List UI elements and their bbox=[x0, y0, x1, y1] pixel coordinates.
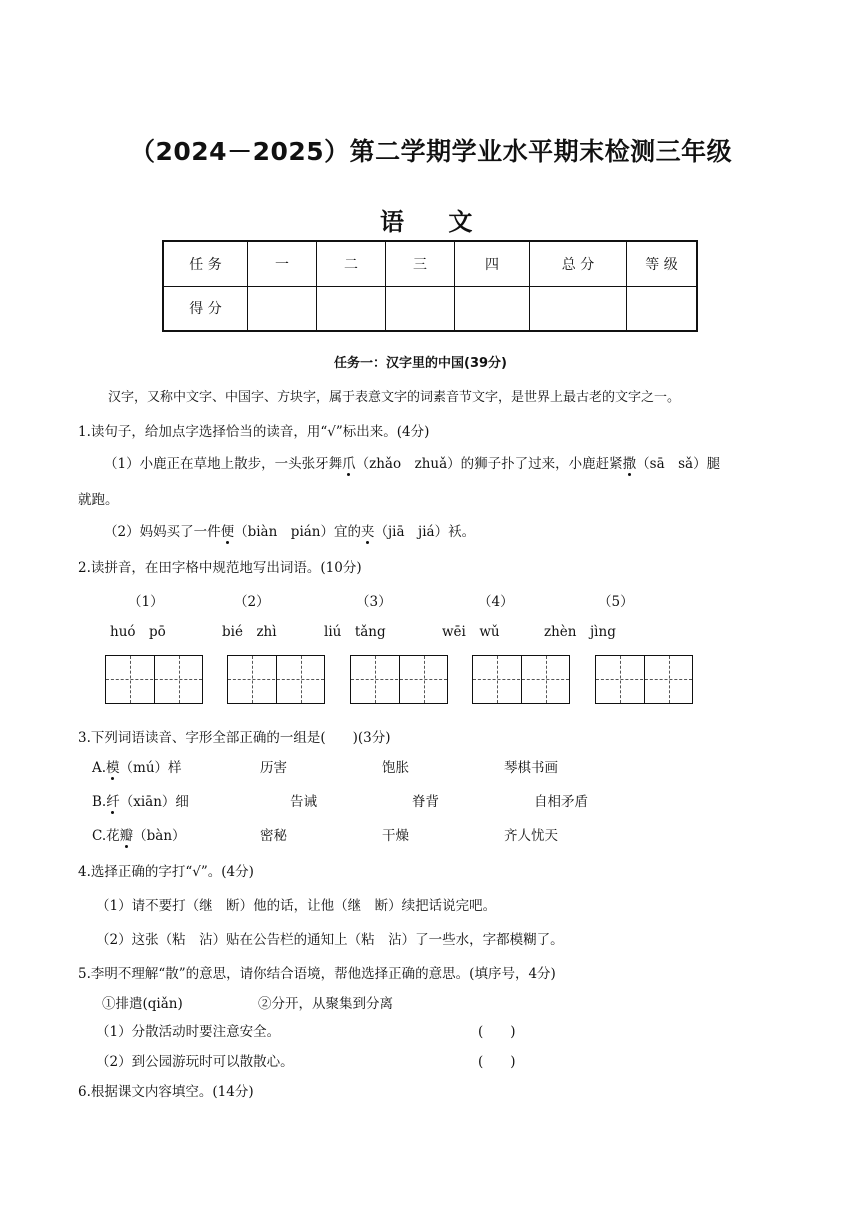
q2-item-pinyin: bié zhì bbox=[222, 624, 277, 640]
q5-answer-blank[interactable]: ( ) bbox=[478, 1054, 516, 1070]
q3-word: 脊背 bbox=[412, 794, 439, 810]
dotted-char: 模 bbox=[106, 756, 120, 776]
q6-stem: 6.根据课文内容填空。(14分) bbox=[78, 1084, 254, 1100]
q3-word: 告诫 bbox=[290, 794, 317, 810]
q2-item-pinyin: zhèn jìng bbox=[544, 624, 616, 640]
option-label: C.花 bbox=[92, 828, 120, 844]
q2-item-number: （5） bbox=[598, 594, 634, 610]
score-cell[interactable] bbox=[530, 286, 627, 331]
score-header-cell: 等 级 bbox=[627, 241, 698, 286]
q2-item-pinyin: huó pō bbox=[110, 624, 166, 640]
q2-item-pinyin: wēi wǔ bbox=[442, 624, 500, 640]
q4-sentence1: （1）请不要打（继 断）他的话，让他（继 断）续把话说完吧。 bbox=[96, 898, 497, 914]
tianzige-writing-grid[interactable] bbox=[472, 655, 570, 704]
q1-s2-part-c: （jiā jiá）袄。 bbox=[374, 524, 476, 540]
q1-s1-part-c: （sā sǎ）腿 bbox=[636, 456, 721, 472]
q1-sentence1 bbox=[104, 452, 720, 472]
score-row-label: 得 分 bbox=[163, 286, 248, 331]
q3-option-b[interactable] bbox=[92, 790, 189, 810]
q4-sentence2: （2）这张（粘 沾）贴在公告栏的通知上（粘 沾）了一些水，字都模糊了。 bbox=[96, 932, 564, 948]
q2-item-number: （2） bbox=[234, 594, 270, 610]
q3-word: 历害 bbox=[260, 760, 287, 776]
q2-item-number: （3） bbox=[356, 594, 392, 610]
q5-answer-blank[interactable]: ( ) bbox=[478, 1024, 516, 1040]
q5-option1: ①排遣(qiǎn) bbox=[102, 996, 183, 1012]
score-table bbox=[162, 240, 698, 332]
q3-stem: 3.下列词语读音、字形全部正确的一组是( )(3分) bbox=[78, 730, 391, 746]
q5-stem: 5.李明不理解“散”的意思，请你结合语境，帮他选择正确的意思。(填序号，4分) bbox=[78, 966, 556, 982]
option-label: B. bbox=[92, 794, 107, 810]
dotted-char: 纤 bbox=[106, 790, 120, 810]
q5-option2: ②分开，从聚集到分离 bbox=[258, 996, 393, 1012]
score-header-cell: 总 分 bbox=[530, 241, 627, 286]
q2-stem: 2.读拼音，在田字格中规范地写出词语。(10分) bbox=[78, 560, 362, 576]
q3-word: 饱胀 bbox=[382, 760, 409, 776]
score-header-cell: 三 bbox=[386, 241, 455, 286]
score-table-header-row bbox=[163, 241, 697, 286]
q1-sentence1-cont: 就跑。 bbox=[78, 492, 119, 508]
task1-heading: 任务一：汉字里的中国(39分) bbox=[334, 356, 507, 371]
dotted-char: 夹 bbox=[361, 520, 375, 540]
q1-stem: 1.读句子，给加点字选择恰当的读音，用“√”标出来。(4分) bbox=[78, 424, 430, 440]
q3-word: 琴棋书画 bbox=[504, 760, 558, 776]
q2-item-number: （1） bbox=[128, 594, 164, 610]
q3-option-a[interactable] bbox=[92, 756, 182, 776]
dotted-char: 爪 bbox=[342, 452, 356, 472]
task1-intro: 汉字，又称中文字、中国字、方块字，属于表意文字的词素音节文字，是世界上最古老的文字之一。 bbox=[108, 390, 681, 405]
q1-s1-part-a: （1）小鹿正在草地上散步，一头张牙舞 bbox=[104, 456, 343, 472]
q1-s2-part-a: （2）妈妈买了一件 bbox=[104, 524, 221, 540]
q5-sentence2: （2）到公园游玩时可以散散心。 bbox=[96, 1054, 294, 1070]
q5-sentence1: （1）分散活动时要注意安全。 bbox=[96, 1024, 281, 1040]
score-header-cell: 四 bbox=[455, 241, 530, 286]
subject-title: 语 文 bbox=[380, 208, 473, 236]
q4-stem: 4.选择正确的字打“√”。(4分) bbox=[78, 864, 254, 880]
exam-title: （2024－2025）第二学期学业水平期末检测三年级 bbox=[130, 137, 733, 166]
option-text: （xiān）细 bbox=[119, 794, 189, 810]
q3-word: 干燥 bbox=[382, 828, 409, 844]
tianzige-writing-grid[interactable] bbox=[227, 655, 325, 704]
q3-word: 齐人忧天 bbox=[504, 828, 558, 844]
tianzige-writing-grid[interactable] bbox=[105, 655, 203, 704]
q3-word: 密秘 bbox=[260, 828, 287, 844]
q3-option-c[interactable] bbox=[92, 824, 186, 844]
score-cell[interactable] bbox=[627, 286, 698, 331]
tianzige-writing-grid[interactable] bbox=[350, 655, 448, 704]
option-label: A. bbox=[92, 760, 107, 776]
score-header-cell: 二 bbox=[317, 241, 386, 286]
q3-word: 自相矛盾 bbox=[534, 794, 588, 810]
q1-sentence2 bbox=[104, 520, 475, 540]
score-cell[interactable] bbox=[317, 286, 386, 331]
score-table-score-row bbox=[163, 286, 697, 331]
score-cell[interactable] bbox=[386, 286, 455, 331]
q2-item-number: （4） bbox=[478, 594, 514, 610]
dotted-char: 便 bbox=[221, 520, 235, 540]
score-cell[interactable] bbox=[455, 286, 530, 331]
q1-s1-part-b: （zhǎo zhuǎ）的狮子扑了过来，小鹿赶紧 bbox=[355, 456, 623, 472]
q1-s2-part-b: （biàn pián）宜的 bbox=[234, 524, 361, 540]
tianzige-writing-grid[interactable] bbox=[595, 655, 693, 704]
option-text: （bàn） bbox=[133, 828, 186, 844]
dotted-char: 撒 bbox=[623, 452, 637, 472]
dotted-char: 瓣 bbox=[120, 824, 134, 844]
q2-item-pinyin: liú tǎng bbox=[324, 624, 386, 640]
option-text: （mú）样 bbox=[119, 760, 182, 776]
score-header-cell: 一 bbox=[248, 241, 317, 286]
score-cell[interactable] bbox=[248, 286, 317, 331]
score-header-cell: 任 务 bbox=[163, 241, 248, 286]
